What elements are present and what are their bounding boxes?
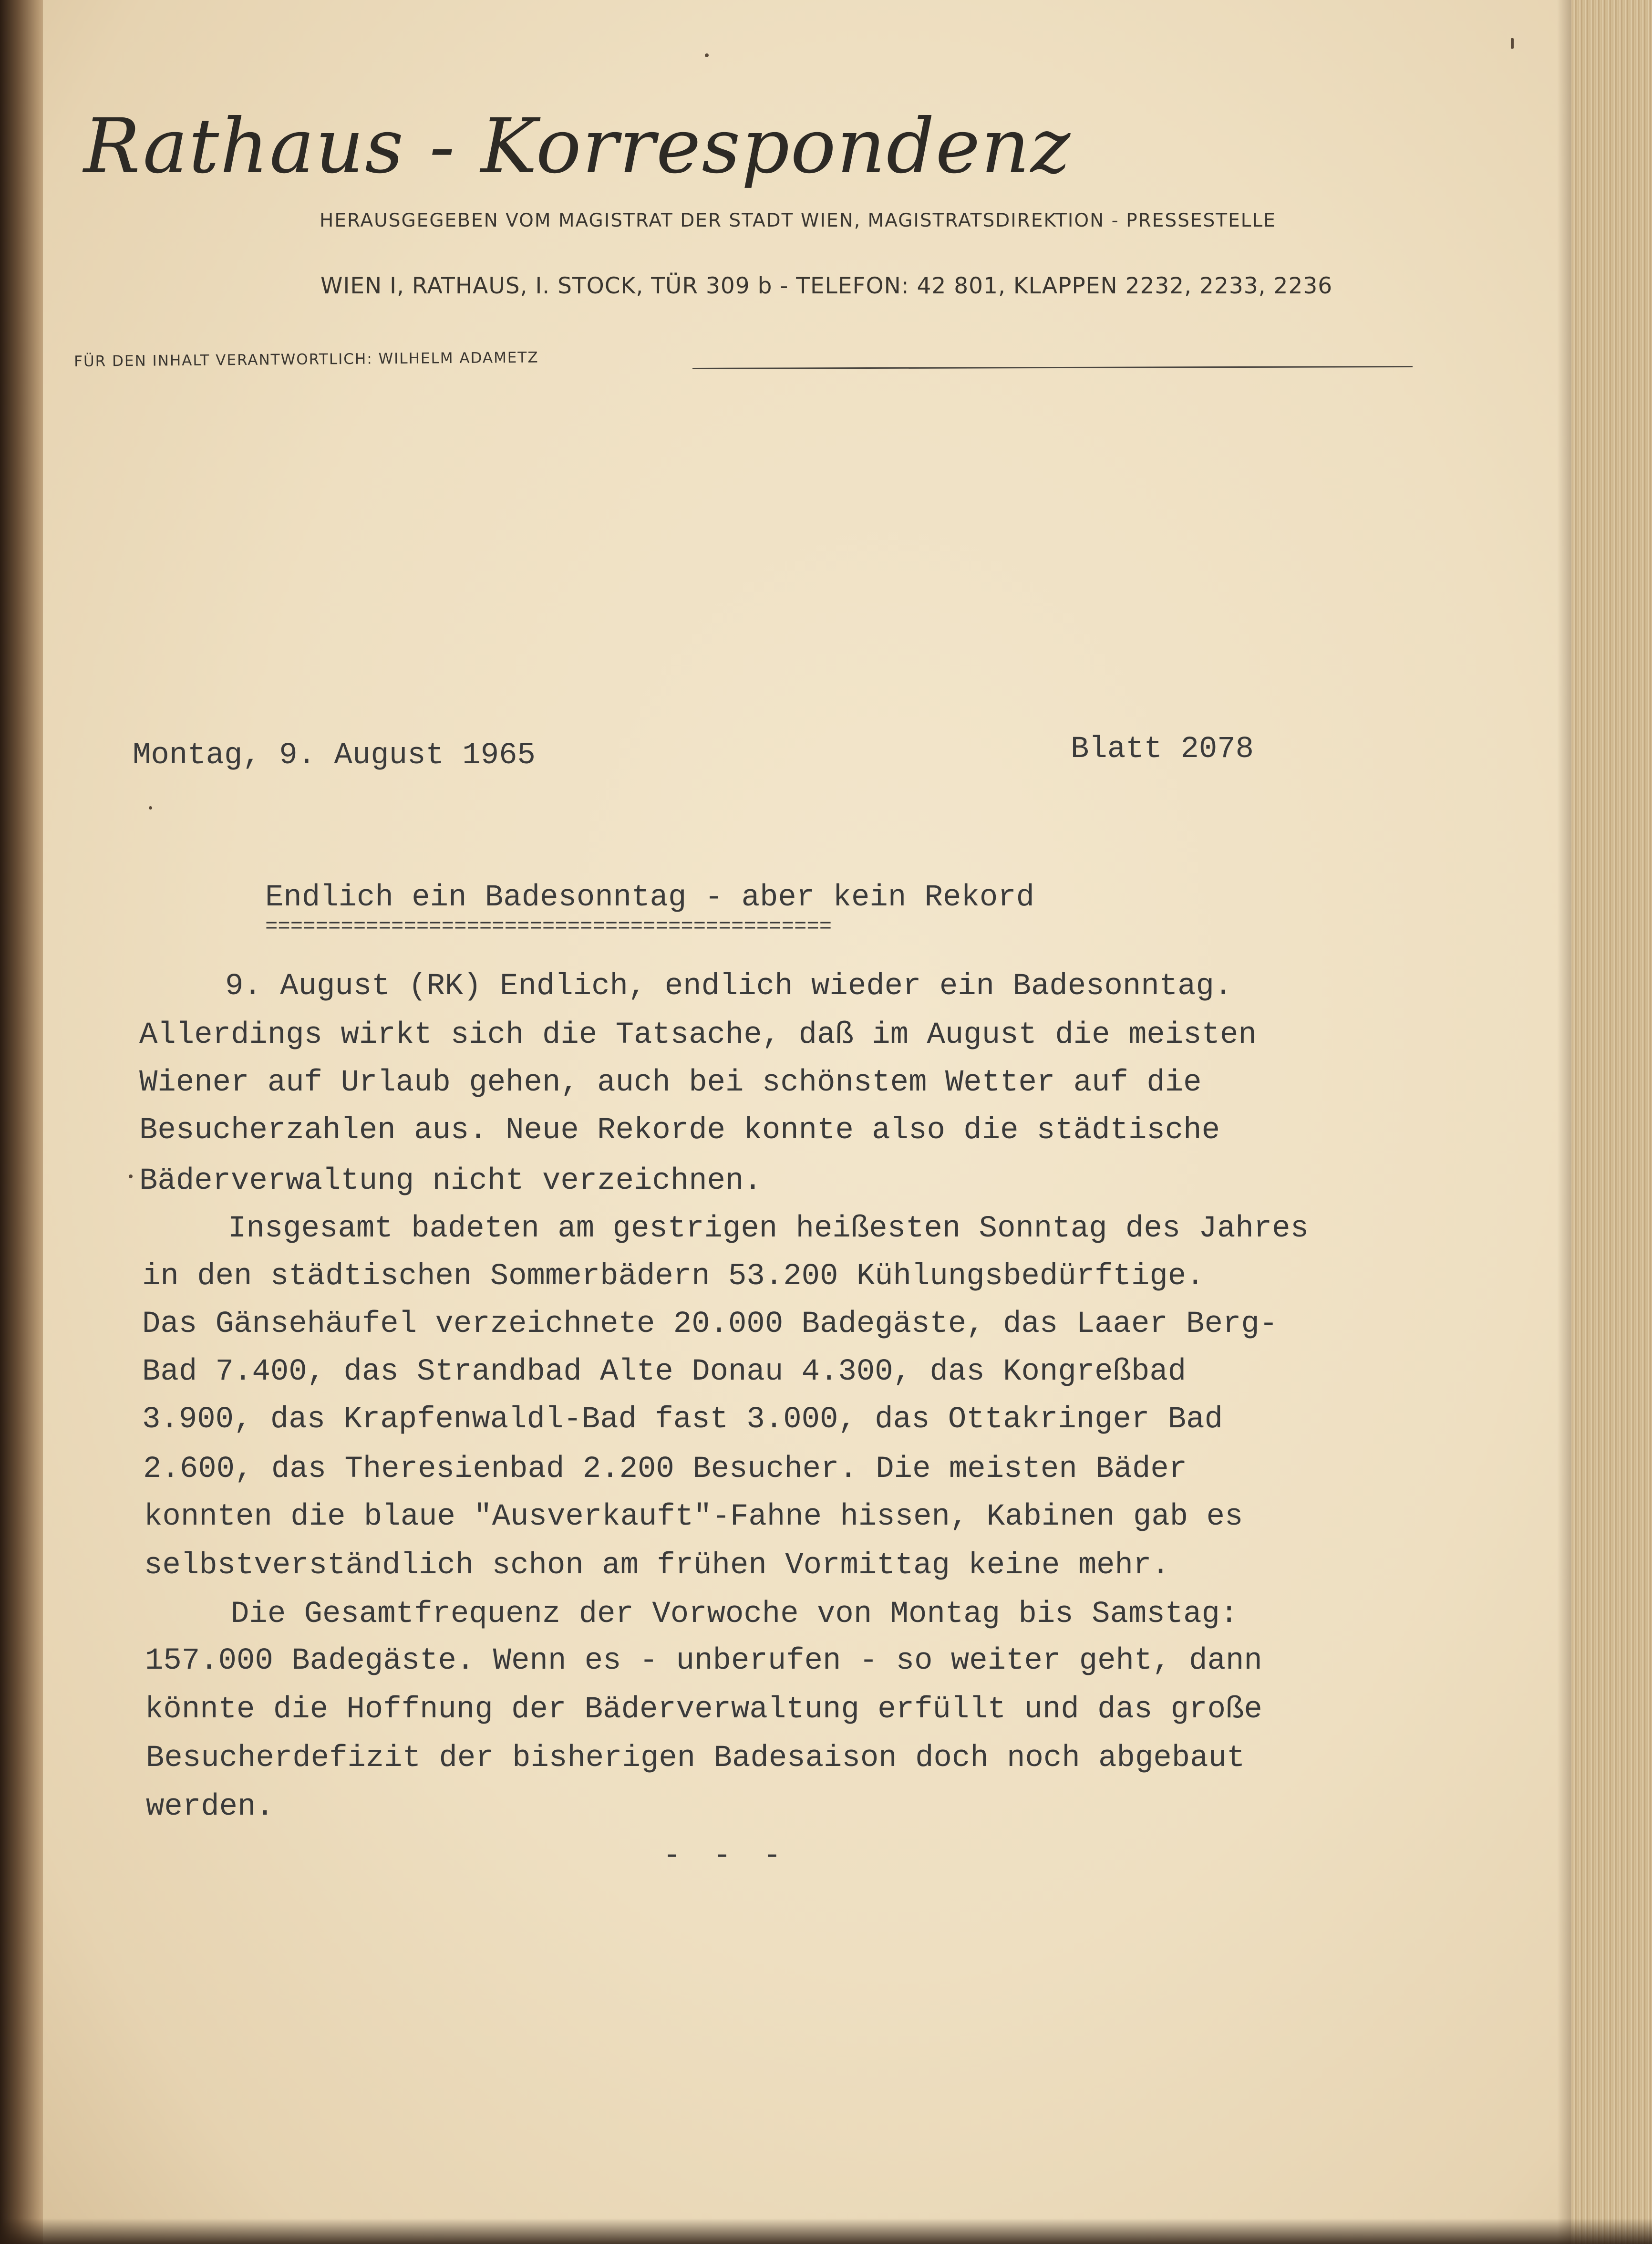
headline-underline: =============================================	[265, 915, 832, 939]
body-line: Bäderverwaltung nicht verzeichnen.	[139, 1164, 762, 1198]
body-line: werden.	[146, 1790, 274, 1824]
body-line: in den städtischen Sommerbädern 53.200 Kühlungsbedürftige.	[142, 1259, 1205, 1294]
body-line: 9. August (RK) Endlich, endlich wieder ein Badesonntag.	[225, 969, 1233, 1004]
paper-speck	[1511, 38, 1514, 49]
body-line: Das Gänsehäufel verzeichnete 20.000 Badegäste, das Laaer Berg-	[142, 1307, 1278, 1341]
publisher-line: HERAUSGEGEBEN VOM MAGISTRAT DER STADT WIEN, MAGISTRATSDIREKTION - PRESSESTELLE	[320, 210, 1276, 231]
body-line: Bad 7.400, das Strandbad Alte Donau 4.300, das Kongreßbad	[142, 1355, 1187, 1389]
paper-speck	[129, 1174, 133, 1178]
paper-speck	[149, 806, 152, 810]
body-line: Insgesamt badeten am gestrigen heißesten Sonntag des Jahres	[228, 1212, 1309, 1246]
paper-speck	[705, 53, 709, 57]
address-line: WIEN I, RATHAUS, I. STOCK, TÜR 309 b - TELEFON: 42 801, KLAPPEN 2232, 2233, 2236	[320, 273, 1333, 299]
body-line: Wiener auf Urlaub gehen, auch bei schönstem Wetter auf die	[139, 1066, 1202, 1100]
body-line: konnten die blaue "Ausverkauft"-Fahne hissen, Kabinen gab es	[144, 1500, 1243, 1534]
body-line: Besucherdefizit der bisherigen Badesaison doch noch abgebaut	[146, 1741, 1245, 1776]
page-edges-stack	[1571, 0, 1652, 2244]
article-headline: Endlich ein Badesonntag - aber kein Rekord	[265, 881, 1035, 915]
document-date: Montag, 9. August 1965	[133, 738, 536, 773]
sheet-number: Blatt 2078	[1071, 732, 1254, 767]
end-mark: - - -	[663, 1839, 788, 1873]
body-line: Die Gesamtfrequenz der Vorwoche von Montag bis Samstag:	[231, 1597, 1239, 1631]
responsible-line: FÜR DEN INHALT VERANTWORTLICH: WILHELM ADAMETZ	[74, 349, 539, 370]
body-line: 157.000 Badegäste. Wenn es - unberufen - so weiter geht, dann	[145, 1644, 1262, 1678]
body-line: 2.600, das Theresienbad 2.200 Besucher. Die meisten Bäder	[143, 1452, 1187, 1486]
body-line: Allerdings wirkt sich die Tatsache, daß im August die meisten	[139, 1018, 1257, 1052]
body-line: 3.900, das Krapfenwaldl-Bad fast 3.000, das Ottakringer Bad	[142, 1402, 1223, 1437]
body-line: könnte die Hoffnung der Bäderverwaltung erfüllt und das große	[145, 1693, 1262, 1727]
body-line: selbstverständlich schon am frühen Vormittag keine mehr.	[144, 1548, 1170, 1583]
bottom-edge-shadow	[0, 2218, 1652, 2244]
masthead-title: Rathaus - Korrespondenz	[83, 103, 1072, 190]
body-line: Besucherzahlen aus. Neue Rekorde konnte also die städtische	[139, 1113, 1220, 1148]
